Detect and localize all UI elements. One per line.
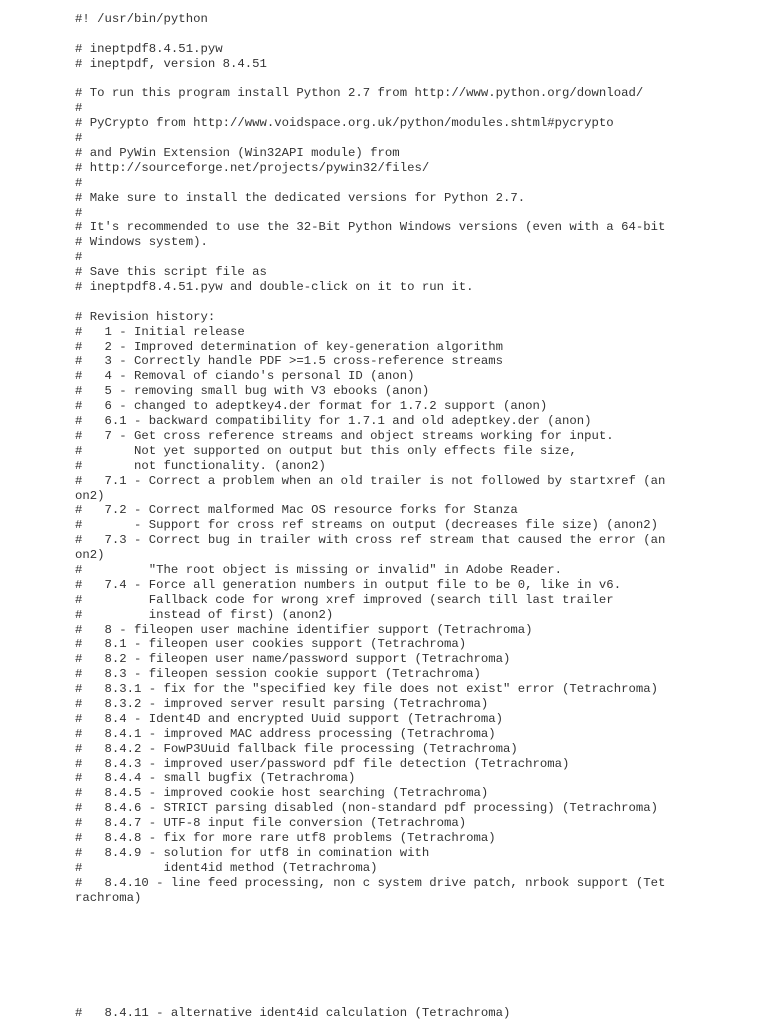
code-line: # PyCrypto from http://www.voidspace.org.uk/python/modules.shtml#pycrypto — [75, 116, 614, 131]
code-line: # 8.4.10 - line feed processing, non c system drive patch, nrbook support (Tet — [75, 875, 666, 890]
code-line: # ineptpdf8.4.51.pyw and double-click on it to run it. — [75, 280, 474, 295]
code-line: # ineptpdf8.4.51.pyw — [75, 41, 223, 56]
code-line: # To run this program install Python 2.7 from http://www.python.org/download/ — [75, 86, 644, 101]
code-line: # 8.3.1 - fix for the "specified key file does not exist" error (Tetrachroma) — [75, 682, 658, 697]
code-line: # 8.4.6 - STRICT parsing disabled (non-standard pdf processing) (Tetrachroma) — [75, 801, 658, 816]
code-line: # 3 - Correctly handle PDF >=1.5 cross-reference streams — [75, 354, 504, 369]
code-line: # Make sure to install the dedicated versions for Python 2.7. — [75, 190, 526, 205]
code-line: # Windows system). — [75, 235, 208, 250]
code-line: # 8.4.2 - FowP3Uuid fallback file processing (Tetrachroma) — [75, 741, 518, 756]
code-line-tail: # 8.4.11 - alternative ident4id calculation (Tetrachroma) — [75, 1006, 511, 1020]
code-line: # 8.1 - fileopen user cookies support (Tetrachroma) — [75, 637, 467, 652]
code-line: # 7.2 - Correct malformed Mac OS resource forks for Stanza — [75, 503, 518, 518]
code-line: # 8.4.9 - solution for utf8 in comination with — [75, 845, 430, 860]
code-line: # Fallback code for wrong xref improved (search till last trailer — [75, 592, 614, 607]
code-line: on2) — [75, 548, 105, 563]
code-line — [75, 295, 755, 310]
code-line: # 5 - removing small bug with V3 ebooks (anon) — [75, 384, 430, 399]
code-line: # 8.3 - fileopen session cookie support (Tetrachroma) — [75, 667, 481, 682]
code-line: # Not yet supported on output but this only effects file size, — [75, 443, 577, 458]
code-line: # 8 - fileopen user machine identifier support (Tetrachroma) — [75, 622, 533, 637]
code-line: # 8.4.1 - improved MAC address processing (Tetrachroma) — [75, 726, 496, 741]
code-line: # 7.3 - Correct bug in trailer with cross ref stream that caused the error (an — [75, 533, 666, 548]
code-line: # and PyWin Extension (Win32API module) from — [75, 146, 400, 161]
code-line: # 6.1 - backward compatibility for 1.7.1 and old adeptkey.der (anon) — [75, 414, 592, 429]
code-line: # 7.1 - Correct a problem when an old trailer is not followed by startxref (an — [75, 473, 666, 488]
code-line: # 7 - Get cross reference streams and object streams working for input. — [75, 428, 614, 443]
code-line: # "The root object is missing or invalid" in Adobe Reader. — [75, 562, 563, 577]
code-line: # 8.4.8 - fix for more rare utf8 problems (Tetrachroma) — [75, 830, 496, 845]
code-line: # — [75, 250, 83, 265]
code-line: on2) — [75, 488, 105, 503]
code-line: # 8.4 - Ident4D and encrypted Uuid support (Tetrachroma) — [75, 711, 504, 726]
code-line: # 8.3.2 - improved server result parsing (Tetrachroma) — [75, 696, 489, 711]
code-line: # 8.2 - fileopen user name/password support (Tetrachroma) — [75, 652, 511, 667]
code-line: # 6 - changed to adeptkey4.der format for 1.7.2 support (anon) — [75, 399, 548, 414]
code-line: # 1 - Initial release — [75, 324, 245, 339]
code-line: # 4 - Removal of ciando's personal ID (anon) — [75, 369, 415, 384]
code-line: rachroma) — [75, 890, 142, 905]
code-line: # instead of first) (anon2) — [75, 607, 334, 622]
code-line: #! /usr/bin/python — [75, 12, 208, 26]
code-line: # — [75, 175, 83, 190]
code-line: # ineptpdf, version 8.4.51 — [75, 56, 267, 71]
code-line: # It's recommended to use the 32-Bit Python Windows versions (even with a 64-bit — [75, 220, 666, 235]
code-line — [75, 72, 755, 87]
code-line: # — [75, 101, 83, 116]
code-line: # 7.4 - Force all generation numbers in output file to be 0, like in v6. — [75, 577, 622, 592]
code-line: # Revision history: — [75, 309, 216, 324]
code-line — [75, 27, 755, 42]
code-line: # 8.4.5 - improved cookie host searching (Tetrachroma) — [75, 786, 489, 801]
code-line: # 8.4.7 - UTF-8 input file conversion (Tetrachroma) — [75, 816, 467, 831]
code-line: # 8.4.3 - improved user/password pdf file detection (Tetrachroma) — [75, 756, 570, 771]
code-line: # 2 - Improved determination of key-generation algorithm — [75, 339, 504, 354]
code-line: # not functionality. (anon2) — [75, 458, 326, 473]
code-line: # — [75, 205, 83, 220]
code-line: # Save this script file as — [75, 265, 267, 280]
code-line: # 8.4.4 - small bugfix (Tetrachroma) — [75, 771, 356, 786]
code-line: # - Support for cross ref streams on output (decreases file size) (anon2) — [75, 518, 658, 533]
code-line: # http://sourceforge.net/projects/pywin32/files/ — [75, 160, 430, 175]
code-line: # — [75, 131, 83, 146]
source-code-text — [75, 12, 755, 905]
code-line: # ident4id method (Tetrachroma) — [75, 860, 378, 875]
